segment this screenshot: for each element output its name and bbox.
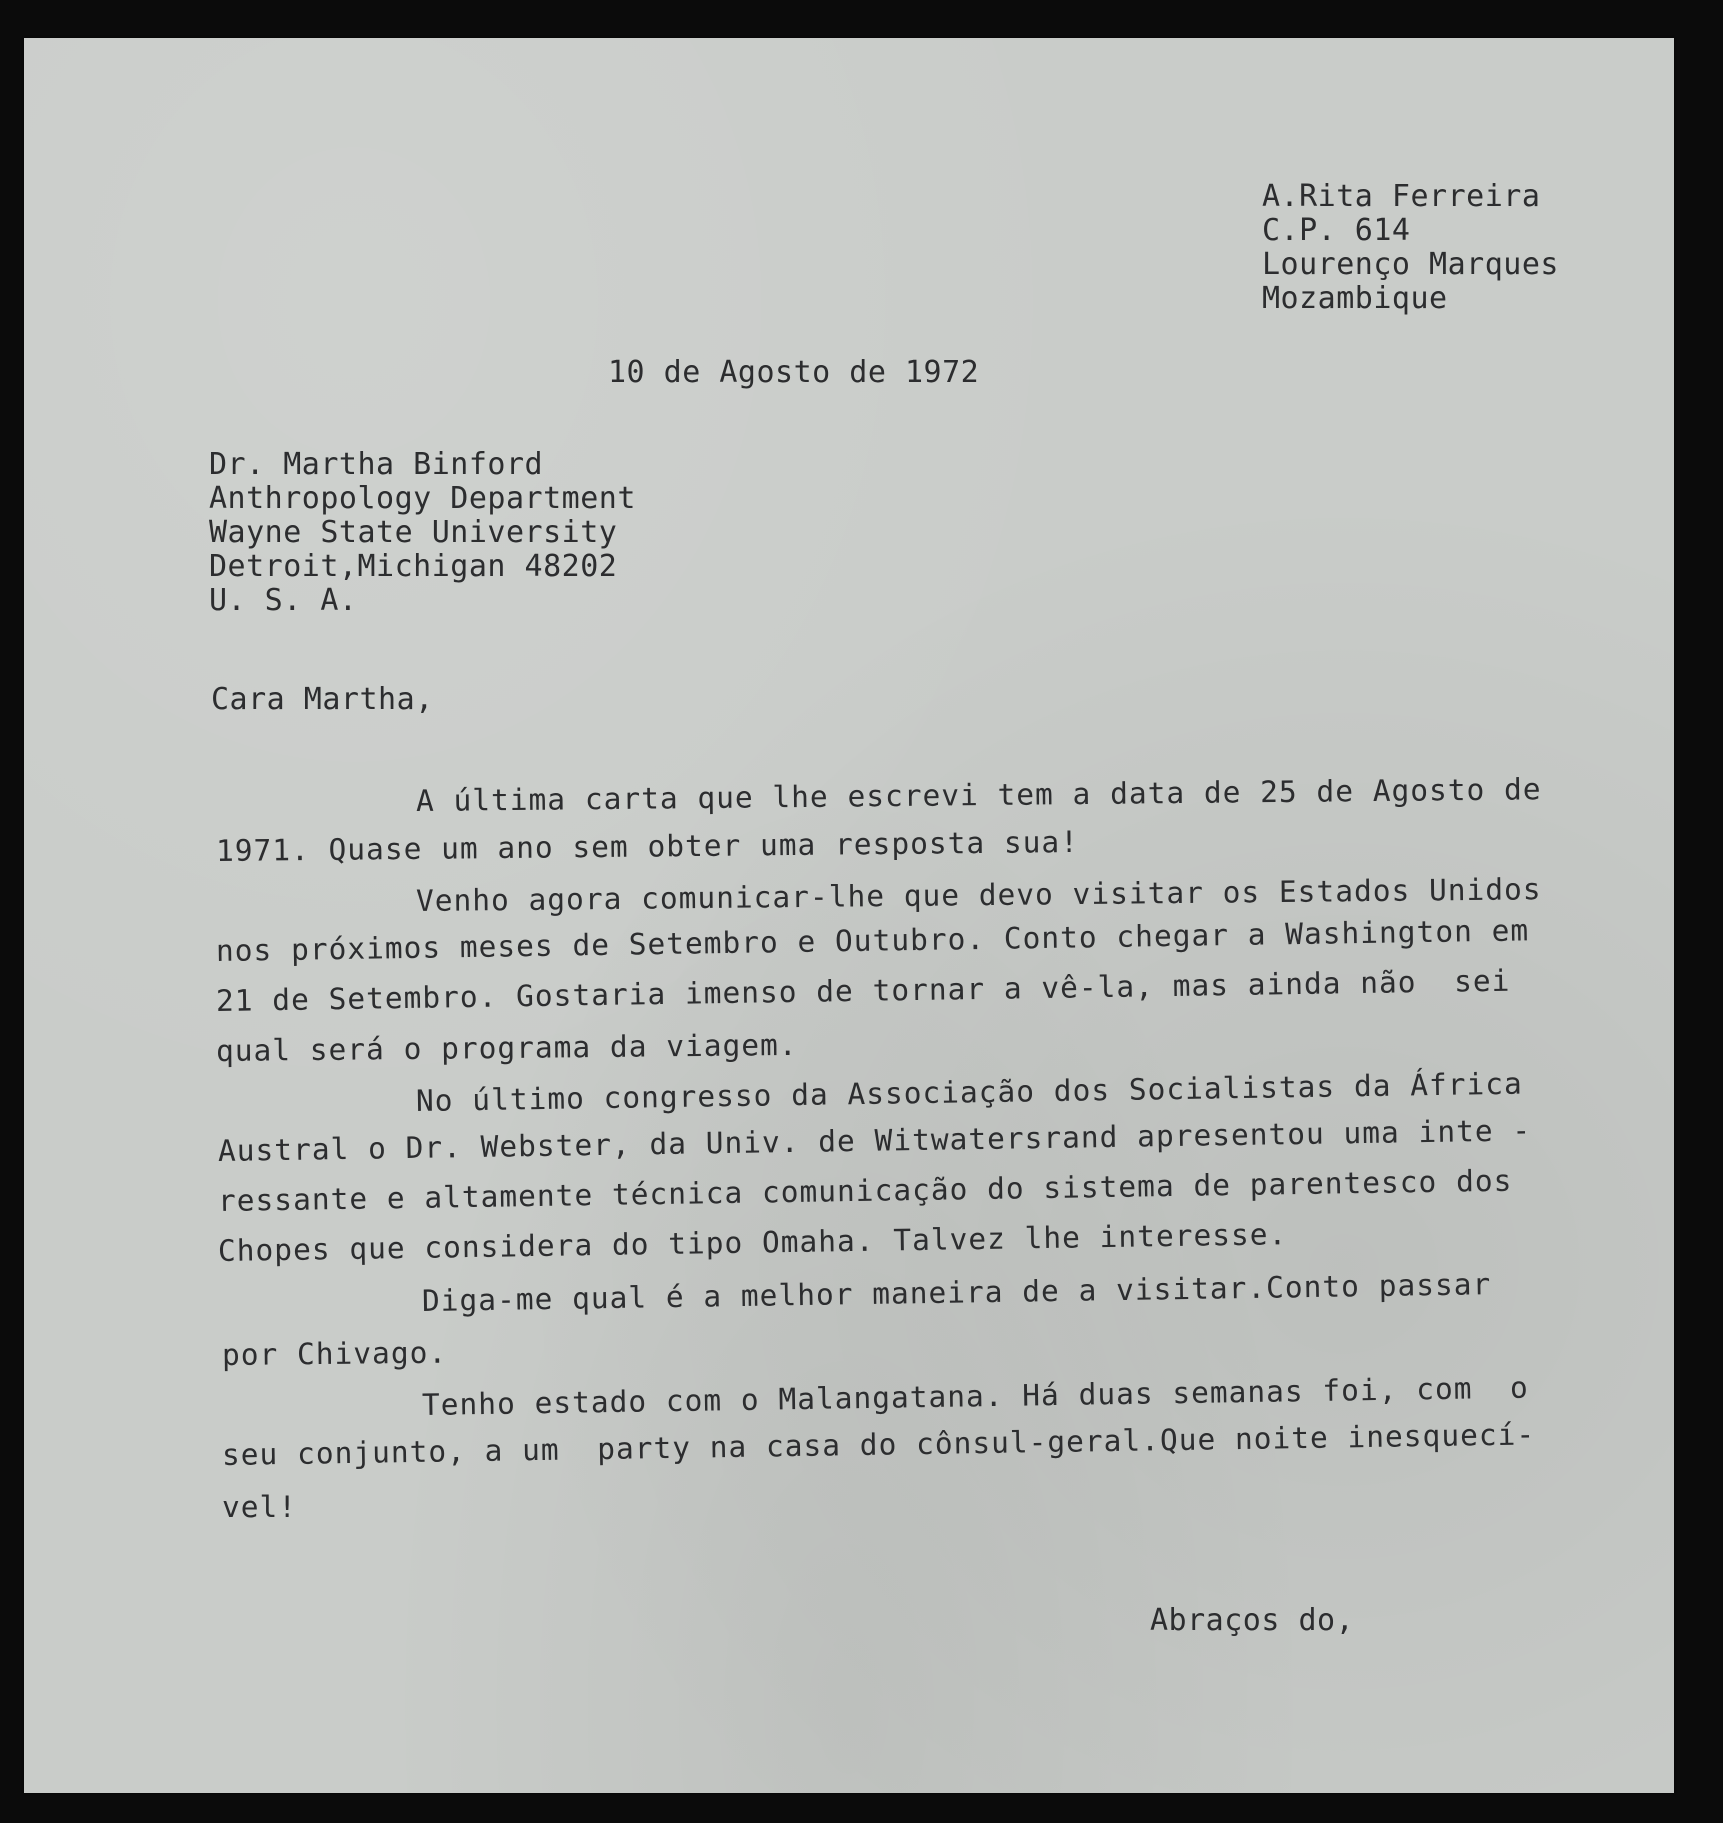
letter-date: 10 de Agosto de 1972 <box>608 355 980 390</box>
body-line-5: 21 de Setembro. Gostaria imenso de tornar a vê-la, mas ainda não sei <box>215 963 1511 1018</box>
body-line-4: nos próximos meses de Setembro e Outubro. Conto chegar a Washington em <box>215 913 1530 968</box>
recipient-line-4: Detroit,Michigan 48202 <box>209 549 618 584</box>
sender-line-2: C.P. 614 <box>1262 213 1411 248</box>
body-line-8: Austral o Dr. Webster, da Univ. de Witwatersrand apresentou uma inte - <box>217 1113 1532 1168</box>
body-line-9: ressante e altamente técnica comunicação do sistema de parentesco dos <box>217 1163 1513 1218</box>
letter-paper <box>24 38 1674 1793</box>
sender-line-1: A.Rita Ferreira <box>1262 179 1541 214</box>
salutation: Cara Martha, <box>211 682 434 717</box>
body-line-6: qual será o programa da viagem. <box>215 1027 798 1068</box>
recipient-line-3: Wayne State University <box>209 515 618 550</box>
body-line-10: Chopes que considera do tipo Omaha. Talvez lhe interesse. <box>217 1217 1288 1268</box>
sender-line-4: Mozambique <box>1262 281 1448 316</box>
body-line-7: No último congresso da Associação dos Socialistas da África <box>415 1066 1524 1118</box>
recipient-line-5: U. S. A. <box>209 583 358 618</box>
body-line-1: A última carta que lhe escrevi tem a data de 25 de Agosto de <box>415 772 1542 818</box>
body-line-14: seu conjunto, a um party na casa do cônsul-geral.Que noite inesquecí- <box>221 1417 1536 1472</box>
sender-line-3: Lourenço Marques <box>1262 247 1559 282</box>
body-line-2: 1971. Quase um ano sem obter uma resposta sua! <box>215 824 1080 868</box>
body-line-11: Diga-me qual é a melhor maneira de a visitar.Conto passar <box>421 1267 1492 1318</box>
body-line-12: por Chivago. <box>221 1335 448 1372</box>
body-line-15: vel! <box>222 1490 298 1524</box>
closing: Abraços do, <box>1150 1603 1355 1638</box>
body-line-3: Venho agora comunicar-lhe que devo visitar os Estados Unidos <box>415 872 1542 918</box>
recipient-line-1: Dr. Martha Binford <box>209 447 544 482</box>
body-line-13: Tenho estado com o Malangatana. Há duas semanas foi, com o <box>421 1370 1530 1422</box>
recipient-line-2: Anthropology Department <box>209 481 636 516</box>
